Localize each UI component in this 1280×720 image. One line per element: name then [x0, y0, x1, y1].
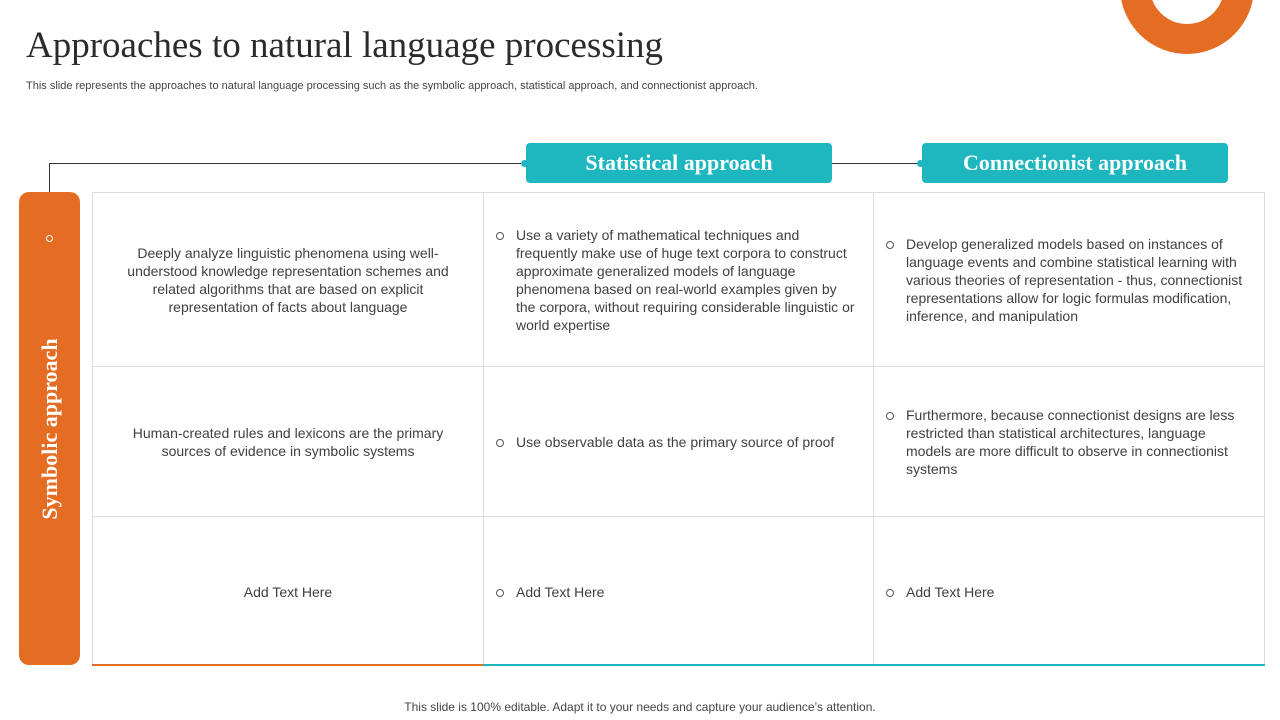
cell-text: Develop generalized models based on instances of language events and combine statistical learning with various theories of representation - thus, connectionist representations allow for logic formulas modification, inference, and manipulation: [906, 235, 1243, 324]
row-label-symbolic-approach: [19, 192, 80, 665]
table-cell-connectionist: [873, 193, 1265, 367]
header-statistical-approach: Statistical approach: [526, 143, 832, 183]
table-cell-symbolic: [92, 193, 483, 367]
slide-title: Approaches to natural language processing: [26, 25, 664, 66]
connector-line-middle: [831, 163, 922, 164]
cell-text: Furthermore, because connectionist designs are less restricted than statistical architectures, language models are more difficult to observe in connectionist systems: [906, 406, 1235, 477]
comparison-table: [92, 192, 1265, 665]
table-cell-statistical: [483, 517, 873, 666]
table-cell-connectionist: [873, 367, 1265, 517]
cell-text: Use a variety of mathematical techniques and frequently make use of huge text corpora to construct approximate generalized models of language phenomena based on real-world examples given by the corpora, without requiring considerable linguistic or world expertise: [516, 226, 855, 333]
table-bottom-border-teal: [483, 664, 1265, 666]
bullet-circle-icon: [496, 439, 504, 447]
row-label-text: Symbolic approach: [36, 337, 62, 520]
connector-line-top: [49, 163, 525, 164]
header-connectionist-approach: Connectionist approach: [922, 143, 1228, 183]
bullet-circle-icon: [886, 241, 894, 249]
slide-subtitle: This slide represents the approaches to natural language processing such as the symbolic approach, statistical approach, and connectionist approach.: [26, 80, 758, 92]
list-item: [494, 433, 834, 451]
list-item: [884, 235, 1247, 325]
bullet-circle-icon: [496, 589, 504, 597]
table-cell-statistical: [483, 367, 873, 517]
slide-footer: This slide is 100% editable. Adapt it to your needs and capture your audience’s attention.: [404, 700, 876, 714]
list-item: [494, 226, 855, 334]
list-item: [494, 583, 604, 601]
bullet-circle-icon: [886, 412, 894, 420]
list-item: [884, 406, 1247, 478]
decorative-ring: [1120, 0, 1254, 54]
list-item: [884, 583, 994, 601]
table-bottom-border-orange: [92, 664, 483, 666]
cell-text: Use observable data as the primary source of proof: [516, 433, 835, 450]
cell-text: Human-created rules and lexicons are the primary sources of evidence in symbolic systems: [132, 424, 444, 459]
table-cell-symbolic: [92, 367, 483, 517]
table-cell-statistical: [483, 193, 873, 367]
bullet-circle-icon: [496, 232, 504, 240]
connector-open-dot: [46, 235, 53, 242]
cell-text: Add Text Here: [516, 583, 605, 600]
cell-text: Add Text Here: [243, 583, 333, 600]
bullet-circle-icon: [886, 589, 894, 597]
table-cell-symbolic: [92, 517, 483, 666]
cell-text: Deeply analyze linguistic phenomena using well-understood knowledge representation schemes and related algorithms that are based on explicit representation of facts about language: [127, 244, 449, 315]
table-cell-connectionist: [873, 517, 1265, 666]
cell-text: Add Text Here: [906, 583, 995, 600]
